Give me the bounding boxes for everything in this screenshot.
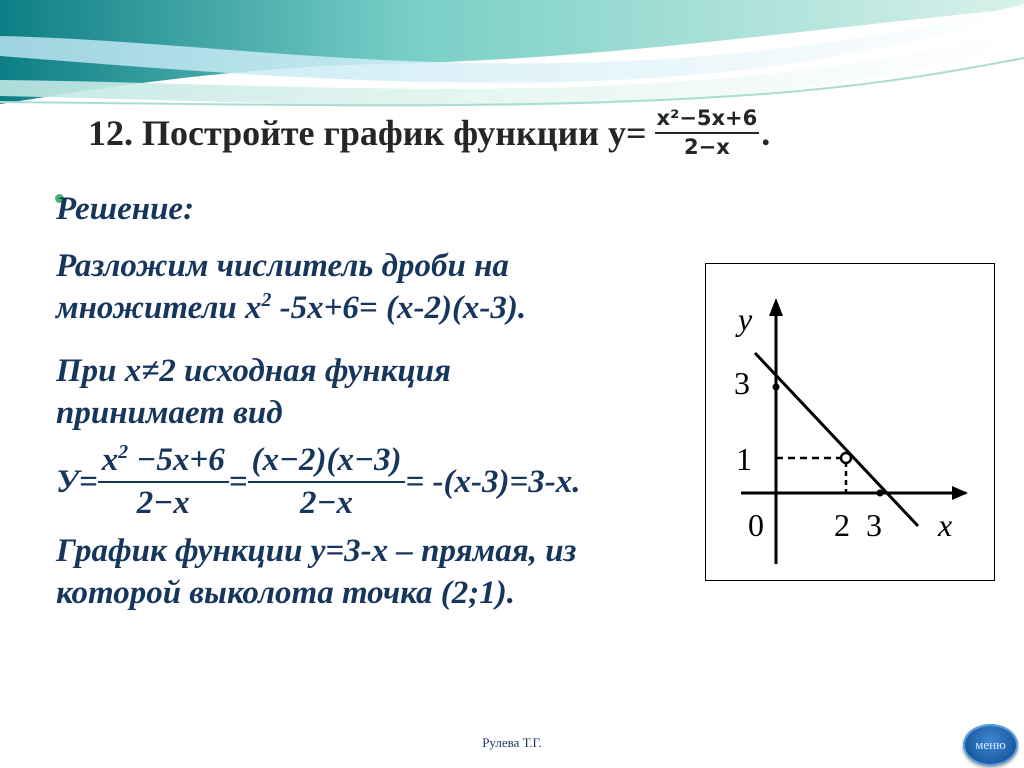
x-tick-label-3: 3 xyxy=(866,507,882,543)
y-intercept-point xyxy=(773,384,780,391)
y-axis xyxy=(769,298,783,564)
equation-result: = -(х-3)=3-х. xyxy=(405,463,581,500)
footer-author: Рулева Т.Г. xyxy=(482,735,542,750)
menu-button[interactable]: меню xyxy=(963,724,1018,766)
domain-line-2: принимает вид xyxy=(56,395,283,431)
equation-fraction-2-denominator: 2−х xyxy=(300,485,353,521)
conclusion-line-1: График функции у=3-х – прямая, из xyxy=(56,533,577,569)
equation-fraction-1 xyxy=(98,441,229,521)
factorization-line-2-end: -5х+6= (х-2)(х-3). xyxy=(271,290,527,326)
y-tick-label-1: 1 xyxy=(736,441,752,477)
equation-fraction-1-rest: −5х+6 xyxy=(128,442,225,478)
conclusion-line-2: которой выколота точка (2;1). xyxy=(56,575,516,611)
factorization-line-1: Разложим числитель дроби на xyxy=(56,248,509,284)
y-tick-label-3: 3 xyxy=(734,365,750,401)
graph-svg xyxy=(706,264,996,582)
title-text: 12. Постройте график функции у= xyxy=(88,113,647,153)
solution-label: Решение: xyxy=(56,191,195,227)
title-fraction-denominator: 2−x xyxy=(684,135,730,159)
x-tick-label-2: 2 xyxy=(834,507,850,543)
domain-line-1: При х≠2 исходная функция xyxy=(56,353,452,389)
simplification-equation xyxy=(56,440,581,524)
x-axis-label: x xyxy=(938,507,953,543)
y-axis-arrow-icon xyxy=(769,298,783,316)
factorization-line-2-start: множители х xyxy=(56,290,262,326)
function-line xyxy=(755,353,918,526)
equation-fraction-1-x: х xyxy=(101,442,119,478)
equation-fraction-1-numerator xyxy=(98,441,229,483)
equation-fraction-1-exponent: 2 xyxy=(118,441,129,464)
equation-fraction-2 xyxy=(248,444,406,520)
header-wave-decoration xyxy=(0,0,1024,120)
y-axis-label: y xyxy=(738,301,753,337)
equation-equals: = xyxy=(228,463,248,500)
x-axis-arrow-icon xyxy=(952,486,968,500)
conclusion-text xyxy=(56,530,576,614)
origin-label: 0 xyxy=(748,507,764,543)
title-fraction-numerator: x²−5x+6 xyxy=(655,108,760,134)
factorization-text xyxy=(56,245,526,329)
title-end: . xyxy=(761,113,771,153)
equation-lhs: У= xyxy=(56,463,98,500)
slide-title xyxy=(88,108,770,158)
factorization-exponent: 2 xyxy=(261,289,272,312)
domain-text xyxy=(56,350,451,434)
equation-fraction-1-denominator: 2−х xyxy=(136,485,190,521)
title-fraction xyxy=(655,108,760,158)
punctured-point xyxy=(841,453,851,463)
x-intercept-point xyxy=(877,490,884,497)
function-graph xyxy=(705,263,995,581)
equation-fraction-2-numerator: (х−2)(х−3) xyxy=(248,444,406,483)
